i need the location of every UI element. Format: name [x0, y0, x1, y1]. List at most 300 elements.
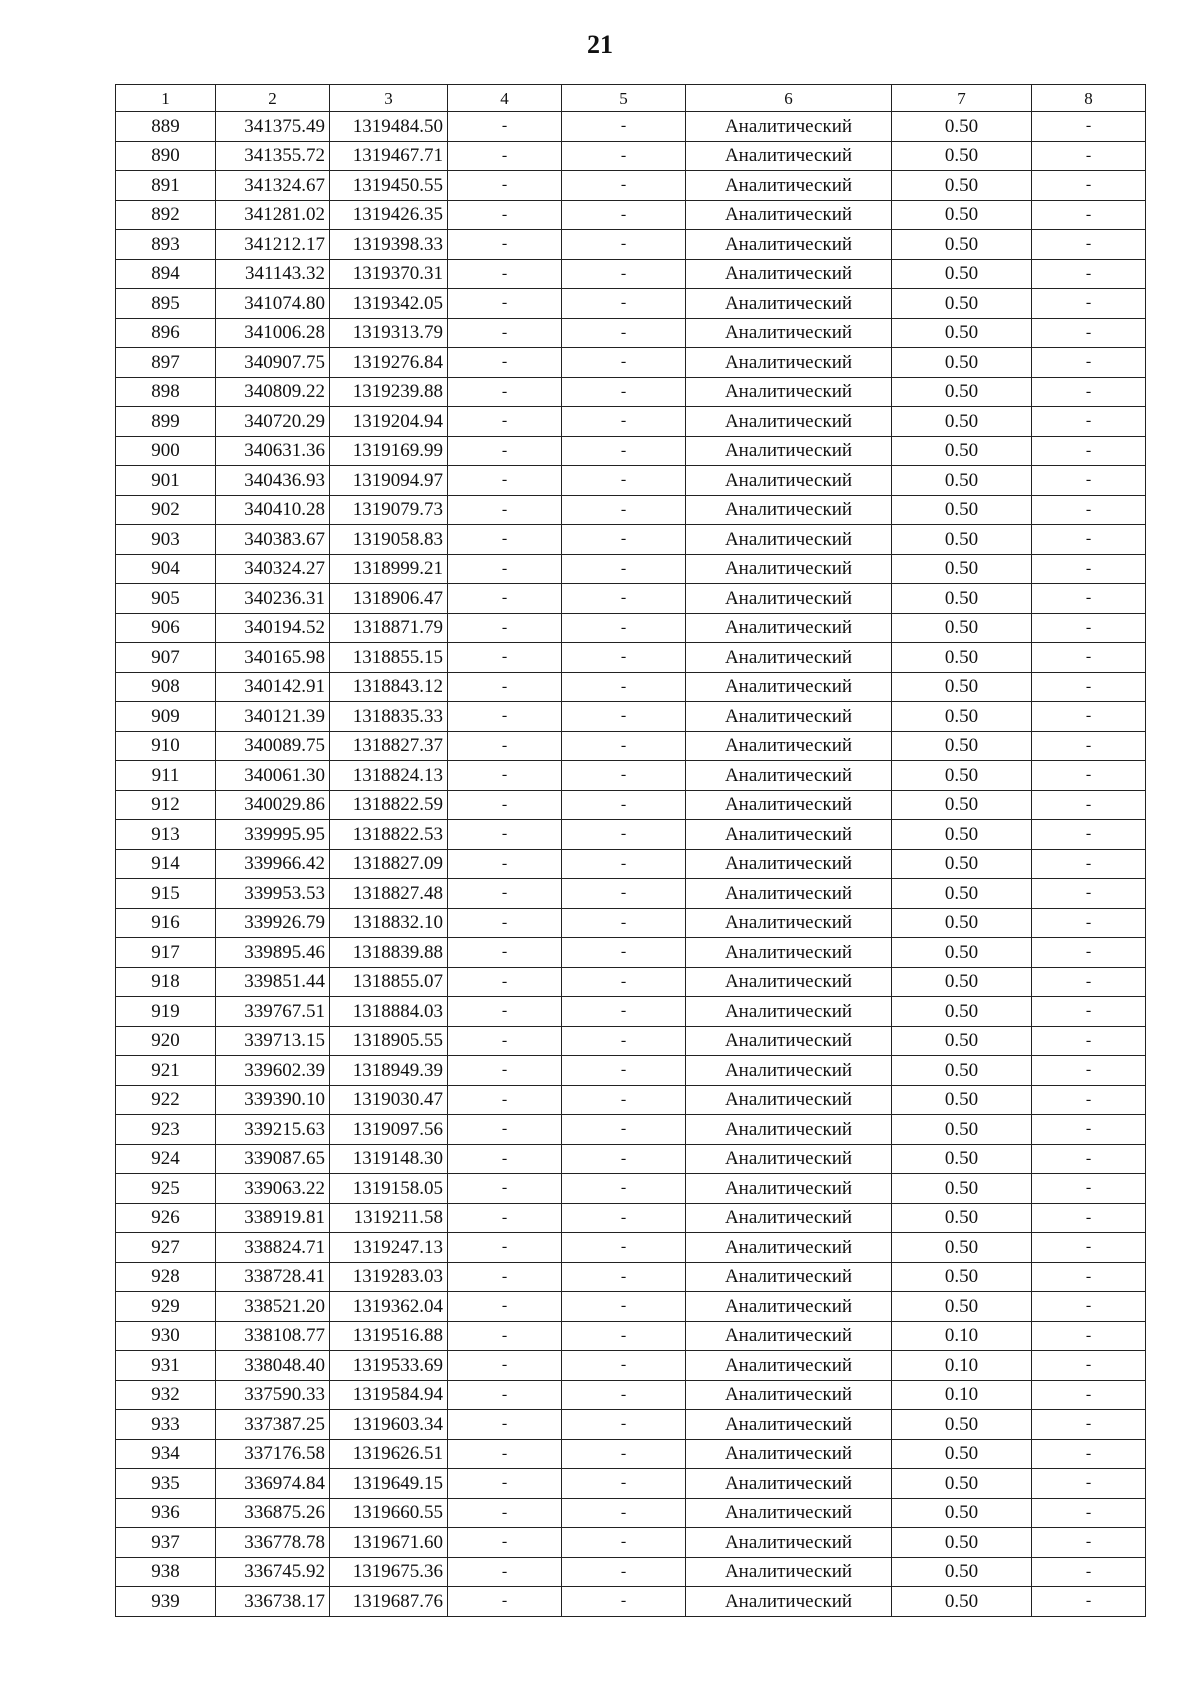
method-cell: Аналитический [686, 1203, 892, 1233]
x-coordinate-cell: 340061.30 [216, 761, 330, 791]
point-number-cell: 906 [116, 613, 216, 643]
x-coordinate-cell: 337387.25 [216, 1410, 330, 1440]
point-number-cell: 898 [116, 377, 216, 407]
y-coordinate-cell: 1319533.69 [330, 1351, 448, 1381]
x-coordinate-cell: 338108.77 [216, 1321, 330, 1351]
col5-cell: - [562, 141, 686, 171]
col5-cell: - [562, 761, 686, 791]
table-row [116, 1469, 1146, 1499]
table-row [116, 318, 1146, 348]
col5-cell: - [562, 318, 686, 348]
col5-cell: - [562, 849, 686, 879]
accuracy-cell: 0.50 [892, 820, 1032, 850]
accuracy-cell: 0.50 [892, 849, 1032, 879]
y-coordinate-cell: 1319516.88 [330, 1321, 448, 1351]
x-coordinate-cell: 339063.22 [216, 1174, 330, 1204]
y-coordinate-cell: 1318843.12 [330, 672, 448, 702]
table-row [116, 1115, 1146, 1145]
y-coordinate-cell: 1318855.07 [330, 967, 448, 997]
y-coordinate-cell: 1318824.13 [330, 761, 448, 791]
col8-cell: - [1032, 141, 1146, 171]
y-coordinate-cell: 1318827.48 [330, 879, 448, 909]
point-number-cell: 929 [116, 1292, 216, 1322]
col5-cell: - [562, 1557, 686, 1587]
point-number-cell: 901 [116, 466, 216, 496]
col8-cell: - [1032, 466, 1146, 496]
table-row [116, 1233, 1146, 1263]
col4-cell: - [448, 584, 562, 614]
y-coordinate-cell: 1319211.58 [330, 1203, 448, 1233]
table-row [116, 348, 1146, 378]
table-row [116, 1351, 1146, 1381]
accuracy-cell: 0.50 [892, 908, 1032, 938]
x-coordinate-cell: 340142.91 [216, 672, 330, 702]
col5-cell: - [562, 1410, 686, 1440]
point-number-cell: 894 [116, 259, 216, 289]
x-coordinate-cell: 339767.51 [216, 997, 330, 1027]
y-coordinate-cell: 1319169.99 [330, 436, 448, 466]
point-number-cell: 890 [116, 141, 216, 171]
col4-cell: - [448, 820, 562, 850]
point-number-cell: 911 [116, 761, 216, 791]
y-coordinate-cell: 1319426.35 [330, 200, 448, 230]
accuracy-cell: 0.50 [892, 938, 1032, 968]
y-coordinate-cell: 1319660.55 [330, 1498, 448, 1528]
col8-cell: - [1032, 554, 1146, 584]
table-row [116, 613, 1146, 643]
y-coordinate-cell: 1318905.55 [330, 1026, 448, 1056]
table-row [116, 1321, 1146, 1351]
point-number-cell: 931 [116, 1351, 216, 1381]
accuracy-cell: 0.50 [892, 289, 1032, 319]
table-row [116, 259, 1146, 289]
col8-cell: - [1032, 1587, 1146, 1617]
x-coordinate-cell: 339602.39 [216, 1056, 330, 1086]
y-coordinate-cell: 1319094.97 [330, 466, 448, 496]
column-header-6: 6 [686, 85, 892, 112]
accuracy-cell: 0.50 [892, 230, 1032, 260]
point-number-cell: 889 [116, 112, 216, 142]
accuracy-cell: 0.50 [892, 377, 1032, 407]
coordinates-table [115, 84, 1146, 1617]
col5-cell: - [562, 1439, 686, 1469]
y-coordinate-cell: 1318855.15 [330, 643, 448, 673]
table-row [116, 790, 1146, 820]
col4-cell: - [448, 377, 562, 407]
x-coordinate-cell: 340236.31 [216, 584, 330, 614]
x-coordinate-cell: 338048.40 [216, 1351, 330, 1381]
col8-cell: - [1032, 259, 1146, 289]
method-cell: Аналитический [686, 997, 892, 1027]
col5-cell: - [562, 879, 686, 909]
col4-cell: - [448, 643, 562, 673]
col8-cell: - [1032, 171, 1146, 201]
col8-cell: - [1032, 318, 1146, 348]
x-coordinate-cell: 341212.17 [216, 230, 330, 260]
method-cell: Аналитический [686, 672, 892, 702]
col4-cell: - [448, 731, 562, 761]
method-cell: Аналитический [686, 1085, 892, 1115]
point-number-cell: 893 [116, 230, 216, 260]
col5-cell: - [562, 1498, 686, 1528]
accuracy-cell: 0.50 [892, 997, 1032, 1027]
x-coordinate-cell: 340907.75 [216, 348, 330, 378]
table-row [116, 731, 1146, 761]
point-number-cell: 919 [116, 997, 216, 1027]
col4-cell: - [448, 1557, 562, 1587]
col4-cell: - [448, 200, 562, 230]
y-coordinate-cell: 1319342.05 [330, 289, 448, 319]
method-cell: Аналитический [686, 318, 892, 348]
x-coordinate-cell: 341074.80 [216, 289, 330, 319]
table-row [116, 1262, 1146, 1292]
accuracy-cell: 0.50 [892, 1498, 1032, 1528]
method-cell: Аналитический [686, 849, 892, 879]
accuracy-cell: 0.50 [892, 1528, 1032, 1558]
table-row [116, 1587, 1146, 1617]
accuracy-cell: 0.10 [892, 1351, 1032, 1381]
accuracy-cell: 0.50 [892, 200, 1032, 230]
point-number-cell: 938 [116, 1557, 216, 1587]
point-number-cell: 895 [116, 289, 216, 319]
method-cell: Аналитический [686, 1410, 892, 1440]
col4-cell: - [448, 1380, 562, 1410]
col5-cell: - [562, 554, 686, 584]
table-body [116, 112, 1146, 1617]
col5-cell: - [562, 1056, 686, 1086]
x-coordinate-cell: 340324.27 [216, 554, 330, 584]
col8-cell: - [1032, 1557, 1146, 1587]
point-number-cell: 937 [116, 1528, 216, 1558]
point-number-cell: 928 [116, 1262, 216, 1292]
col8-cell: - [1032, 377, 1146, 407]
accuracy-cell: 0.50 [892, 1115, 1032, 1145]
accuracy-cell: 0.50 [892, 643, 1032, 673]
x-coordinate-cell: 338521.20 [216, 1292, 330, 1322]
method-cell: Аналитический [686, 1321, 892, 1351]
table-row [116, 672, 1146, 702]
x-coordinate-cell: 340720.29 [216, 407, 330, 437]
accuracy-cell: 0.50 [892, 1144, 1032, 1174]
method-cell: Аналитический [686, 495, 892, 525]
y-coordinate-cell: 1319058.83 [330, 525, 448, 555]
accuracy-cell: 0.50 [892, 731, 1032, 761]
point-number-cell: 917 [116, 938, 216, 968]
table-row [116, 908, 1146, 938]
col8-cell: - [1032, 1085, 1146, 1115]
table-row [116, 200, 1146, 230]
col4-cell: - [448, 672, 562, 702]
y-coordinate-cell: 1319671.60 [330, 1528, 448, 1558]
x-coordinate-cell: 338728.41 [216, 1262, 330, 1292]
col4-cell: - [448, 1144, 562, 1174]
x-coordinate-cell: 341143.32 [216, 259, 330, 289]
table-row [116, 1410, 1146, 1440]
method-cell: Аналитический [686, 259, 892, 289]
col8-cell: - [1032, 1174, 1146, 1204]
x-coordinate-cell: 339926.79 [216, 908, 330, 938]
x-coordinate-cell: 340631.36 [216, 436, 330, 466]
point-number-cell: 892 [116, 200, 216, 230]
col4-cell: - [448, 1085, 562, 1115]
col8-cell: - [1032, 820, 1146, 850]
point-number-cell: 902 [116, 495, 216, 525]
accuracy-cell: 0.50 [892, 1557, 1032, 1587]
point-number-cell: 915 [116, 879, 216, 909]
col4-cell: - [448, 141, 562, 171]
col8-cell: - [1032, 495, 1146, 525]
col4-cell: - [448, 1528, 562, 1558]
col5-cell: - [562, 1587, 686, 1617]
y-coordinate-cell: 1318827.37 [330, 731, 448, 761]
col5-cell: - [562, 672, 686, 702]
method-cell: Аналитический [686, 554, 892, 584]
x-coordinate-cell: 336738.17 [216, 1587, 330, 1617]
table-row [116, 230, 1146, 260]
table-row [116, 584, 1146, 614]
y-coordinate-cell: 1319649.15 [330, 1469, 448, 1499]
col8-cell: - [1032, 1144, 1146, 1174]
accuracy-cell: 0.10 [892, 1321, 1032, 1351]
col5-cell: - [562, 407, 686, 437]
col8-cell: - [1032, 407, 1146, 437]
x-coordinate-cell: 336745.92 [216, 1557, 330, 1587]
table-row [116, 643, 1146, 673]
col4-cell: - [448, 849, 562, 879]
table-row [116, 1292, 1146, 1322]
page-number: 21 [587, 30, 613, 59]
accuracy-cell: 0.50 [892, 436, 1032, 466]
table-row [116, 849, 1146, 879]
y-coordinate-cell: 1318822.59 [330, 790, 448, 820]
point-number-cell: 914 [116, 849, 216, 879]
col4-cell: - [448, 1262, 562, 1292]
x-coordinate-cell: 339215.63 [216, 1115, 330, 1145]
accuracy-cell: 0.50 [892, 407, 1032, 437]
accuracy-cell: 0.50 [892, 761, 1032, 791]
col8-cell: - [1032, 1203, 1146, 1233]
col8-cell: - [1032, 1528, 1146, 1558]
col5-cell: - [562, 643, 686, 673]
table-row [116, 141, 1146, 171]
col5-cell: - [562, 1115, 686, 1145]
x-coordinate-cell: 341324.67 [216, 171, 330, 201]
col4-cell: - [448, 259, 562, 289]
y-coordinate-cell: 1318822.53 [330, 820, 448, 850]
y-coordinate-cell: 1319030.47 [330, 1085, 448, 1115]
accuracy-cell: 0.50 [892, 672, 1032, 702]
x-coordinate-cell: 340029.86 [216, 790, 330, 820]
col4-cell: - [448, 289, 562, 319]
table-row [116, 1498, 1146, 1528]
col4-cell: - [448, 1174, 562, 1204]
point-number-cell: 921 [116, 1056, 216, 1086]
col5-cell: - [562, 613, 686, 643]
accuracy-cell: 0.50 [892, 318, 1032, 348]
column-header-2: 2 [216, 85, 330, 112]
col4-cell: - [448, 613, 562, 643]
table-row [116, 1085, 1146, 1115]
x-coordinate-cell: 338919.81 [216, 1203, 330, 1233]
method-cell: Аналитический [686, 731, 892, 761]
y-coordinate-cell: 1318827.09 [330, 849, 448, 879]
col5-cell: - [562, 348, 686, 378]
col4-cell: - [448, 554, 562, 584]
col8-cell: - [1032, 1026, 1146, 1056]
x-coordinate-cell: 340436.93 [216, 466, 330, 496]
method-cell: Аналитический [686, 407, 892, 437]
point-number-cell: 903 [116, 525, 216, 555]
y-coordinate-cell: 1319603.34 [330, 1410, 448, 1440]
accuracy-cell: 0.50 [892, 1587, 1032, 1617]
column-header-8: 8 [1032, 85, 1146, 112]
method-cell: Аналитический [686, 1587, 892, 1617]
method-cell: Аналитический [686, 967, 892, 997]
col8-cell: - [1032, 584, 1146, 614]
method-cell: Аналитический [686, 1557, 892, 1587]
method-cell: Аналитический [686, 112, 892, 142]
col4-cell: - [448, 1498, 562, 1528]
col5-cell: - [562, 938, 686, 968]
accuracy-cell: 0.50 [892, 1410, 1032, 1440]
col5-cell: - [562, 584, 686, 614]
method-cell: Аналитический [686, 702, 892, 732]
method-cell: Аналитический [686, 230, 892, 260]
point-number-cell: 939 [116, 1587, 216, 1617]
x-coordinate-cell: 340089.75 [216, 731, 330, 761]
accuracy-cell: 0.50 [892, 112, 1032, 142]
col4-cell: - [448, 348, 562, 378]
accuracy-cell: 0.10 [892, 1380, 1032, 1410]
point-number-cell: 916 [116, 908, 216, 938]
col4-cell: - [448, 1439, 562, 1469]
point-number-cell: 936 [116, 1498, 216, 1528]
method-cell: Аналитический [686, 525, 892, 555]
y-coordinate-cell: 1319450.55 [330, 171, 448, 201]
x-coordinate-cell: 340121.39 [216, 702, 330, 732]
col4-cell: - [448, 702, 562, 732]
method-cell: Аналитический [686, 908, 892, 938]
col5-cell: - [562, 1528, 686, 1558]
col4-cell: - [448, 790, 562, 820]
col8-cell: - [1032, 1292, 1146, 1322]
col8-cell: - [1032, 702, 1146, 732]
x-coordinate-cell: 339851.44 [216, 967, 330, 997]
y-coordinate-cell: 1319313.79 [330, 318, 448, 348]
point-number-cell: 900 [116, 436, 216, 466]
col4-cell: - [448, 407, 562, 437]
col5-cell: - [562, 466, 686, 496]
y-coordinate-cell: 1319484.50 [330, 112, 448, 142]
col8-cell: - [1032, 613, 1146, 643]
table-row [116, 702, 1146, 732]
y-coordinate-cell: 1318871.79 [330, 613, 448, 643]
y-coordinate-cell: 1319148.30 [330, 1144, 448, 1174]
y-coordinate-cell: 1318835.33 [330, 702, 448, 732]
x-coordinate-cell: 339966.42 [216, 849, 330, 879]
accuracy-cell: 0.50 [892, 348, 1032, 378]
col5-cell: - [562, 1203, 686, 1233]
col4-cell: - [448, 1115, 562, 1145]
point-number-cell: 935 [116, 1469, 216, 1499]
y-coordinate-cell: 1319687.76 [330, 1587, 448, 1617]
x-coordinate-cell: 336778.78 [216, 1528, 330, 1558]
col4-cell: - [448, 171, 562, 201]
col8-cell: - [1032, 1262, 1146, 1292]
col8-cell: - [1032, 1498, 1146, 1528]
x-coordinate-cell: 337590.33 [216, 1380, 330, 1410]
point-number-cell: 913 [116, 820, 216, 850]
y-coordinate-cell: 1318884.03 [330, 997, 448, 1027]
point-number-cell: 926 [116, 1203, 216, 1233]
method-cell: Аналитический [686, 377, 892, 407]
y-coordinate-cell: 1319283.03 [330, 1262, 448, 1292]
y-coordinate-cell: 1319362.04 [330, 1292, 448, 1322]
method-cell: Аналитический [686, 1262, 892, 1292]
col5-cell: - [562, 112, 686, 142]
x-coordinate-cell: 337176.58 [216, 1439, 330, 1469]
col4-cell: - [448, 1321, 562, 1351]
x-coordinate-cell: 340194.52 [216, 613, 330, 643]
col5-cell: - [562, 200, 686, 230]
method-cell: Аналитический [686, 1026, 892, 1056]
table-row [116, 967, 1146, 997]
col5-cell: - [562, 1026, 686, 1056]
y-coordinate-cell: 1319247.13 [330, 1233, 448, 1263]
x-coordinate-cell: 341355.72 [216, 141, 330, 171]
point-number-cell: 934 [116, 1439, 216, 1469]
col5-cell: - [562, 495, 686, 525]
point-number-cell: 927 [116, 1233, 216, 1263]
y-coordinate-cell: 1319204.94 [330, 407, 448, 437]
x-coordinate-cell: 340383.67 [216, 525, 330, 555]
accuracy-cell: 0.50 [892, 613, 1032, 643]
x-coordinate-cell: 340165.98 [216, 643, 330, 673]
y-coordinate-cell: 1318949.39 [330, 1056, 448, 1086]
method-cell: Аналитический [686, 761, 892, 791]
col8-cell: - [1032, 879, 1146, 909]
point-number-cell: 907 [116, 643, 216, 673]
column-header-3: 3 [330, 85, 448, 112]
accuracy-cell: 0.50 [892, 171, 1032, 201]
point-number-cell: 912 [116, 790, 216, 820]
col5-cell: - [562, 1351, 686, 1381]
col4-cell: - [448, 761, 562, 791]
col8-cell: - [1032, 112, 1146, 142]
accuracy-cell: 0.50 [892, 259, 1032, 289]
x-coordinate-cell: 339995.95 [216, 820, 330, 850]
col5-cell: - [562, 525, 686, 555]
col5-cell: - [562, 1144, 686, 1174]
col4-cell: - [448, 908, 562, 938]
y-coordinate-cell: 1318839.88 [330, 938, 448, 968]
accuracy-cell: 0.50 [892, 554, 1032, 584]
method-cell: Аналитический [686, 938, 892, 968]
accuracy-cell: 0.50 [892, 495, 1032, 525]
y-coordinate-cell: 1319675.36 [330, 1557, 448, 1587]
col5-cell: - [562, 230, 686, 260]
col4-cell: - [448, 1469, 562, 1499]
point-number-cell: 922 [116, 1085, 216, 1115]
table-row [116, 495, 1146, 525]
col8-cell: - [1032, 1056, 1146, 1086]
col4-cell: - [448, 466, 562, 496]
y-coordinate-cell: 1319158.05 [330, 1174, 448, 1204]
column-header-5: 5 [562, 85, 686, 112]
method-cell: Аналитический [686, 200, 892, 230]
method-cell: Аналитический [686, 1144, 892, 1174]
table-row [116, 820, 1146, 850]
